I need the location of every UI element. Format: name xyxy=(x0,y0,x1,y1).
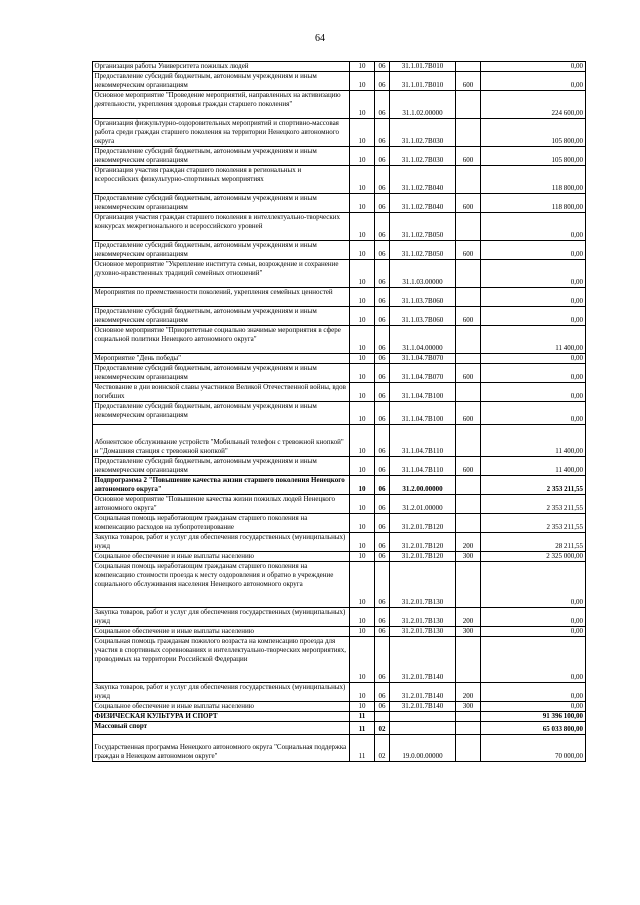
budget-table xyxy=(92,61,586,762)
section-code-cell: 10 xyxy=(350,383,375,402)
amount-cell: 2 325 000,00 xyxy=(481,552,586,562)
item-name-cell: Закупка товаров, работ и услуг для обеспечения государственных (муниципальных) нужд xyxy=(93,608,350,627)
target-article-cell: 31.1.03.7В060 xyxy=(390,288,456,307)
table-row xyxy=(93,62,586,72)
section-code-cell: 10 xyxy=(350,702,375,712)
section-code-cell: 10 xyxy=(350,608,375,627)
amount-cell: 0,00 xyxy=(481,402,586,425)
expense-type-cell xyxy=(456,288,481,307)
item-name-cell: Социальная помощь неработающим гражданам старшего поколения на компенсацию расходов на зубопротезирование xyxy=(93,514,350,533)
section-code-cell: 10 xyxy=(350,495,375,514)
section-code-cell: 10 xyxy=(350,425,375,457)
section-code-cell: 11 xyxy=(350,722,375,735)
item-name-cell: Социальное обеспечение и иные выплаты населению xyxy=(93,627,350,637)
expense-type-cell xyxy=(456,166,481,194)
section-code-cell: 10 xyxy=(350,683,375,702)
target-article-cell: 31.2.01.00000 xyxy=(390,495,456,514)
expense-type-cell xyxy=(456,326,481,354)
subsection-code-cell: 06 xyxy=(375,72,390,91)
expense-type-cell: 200 xyxy=(456,683,481,702)
subsection-code-cell xyxy=(375,712,390,722)
expense-type-cell xyxy=(456,514,481,533)
item-name-cell: ФИЗИЧЕСКАЯ КУЛЬТУРА И СПОРТ xyxy=(93,712,350,722)
section-code-cell: 10 xyxy=(350,627,375,637)
item-name-cell: Предоставление субсидий бюджетным, автономным учреждениям и иным некоммерческим организациям xyxy=(93,457,350,476)
section-code-cell: 10 xyxy=(350,147,375,166)
expense-type-cell xyxy=(456,637,481,683)
table-row xyxy=(93,533,586,552)
table-row xyxy=(93,627,586,637)
amount-cell: 0,00 xyxy=(481,627,586,637)
table-row xyxy=(93,562,586,608)
expense-type-cell xyxy=(456,62,481,72)
subsection-code-cell: 06 xyxy=(375,533,390,552)
subsection-code-cell: 06 xyxy=(375,213,390,241)
item-name-cell: Предоставление субсидий бюджетным, автономным учреждениям и иным некоммерческим организациям xyxy=(93,402,350,425)
expense-type-cell: 600 xyxy=(456,147,481,166)
target-article-cell: 31.2.00.00000 xyxy=(390,476,456,495)
section-code-cell: 10 xyxy=(350,562,375,608)
target-article-cell: 31.1.02.7В030 xyxy=(390,119,456,147)
target-article-cell: 31.1.02.00000 xyxy=(390,91,456,119)
section-code-cell: 10 xyxy=(350,326,375,354)
target-article-cell: 31.1.02.7В050 xyxy=(390,241,456,260)
subsection-code-cell: 06 xyxy=(375,91,390,119)
table-row xyxy=(93,326,586,354)
table-row xyxy=(93,194,586,213)
target-article-cell: 31.1.02.7В030 xyxy=(390,147,456,166)
amount-cell: 2 353 211,55 xyxy=(481,495,586,514)
item-name-cell: Государственная программа Ненецкого автономного округа "Социальная поддержка граждан в Ненецком автономном округе" xyxy=(93,735,350,762)
amount-cell: 105 800,00 xyxy=(481,119,586,147)
section-code-cell: 10 xyxy=(350,260,375,288)
item-name-cell: Социальное обеспечение и иные выплаты населению xyxy=(93,702,350,712)
item-name-cell: Закупка товаров, работ и услуг для обеспечения государственных (муниципальных) нужд xyxy=(93,533,350,552)
expense-type-cell xyxy=(456,735,481,762)
target-article-cell: 31.1.04.7В110 xyxy=(390,457,456,476)
target-article-cell: 31.2.01.7В120 xyxy=(390,514,456,533)
section-code-cell: 10 xyxy=(350,62,375,72)
expense-type-cell xyxy=(456,476,481,495)
target-article-cell: 31.2.01.7В140 xyxy=(390,683,456,702)
section-code-cell: 10 xyxy=(350,119,375,147)
subsection-code-cell: 06 xyxy=(375,476,390,495)
subsection-code-cell: 06 xyxy=(375,457,390,476)
expense-type-cell: 600 xyxy=(456,402,481,425)
amount-cell: 0,00 xyxy=(481,702,586,712)
amount-cell: 0,00 xyxy=(481,683,586,702)
table-row xyxy=(93,354,586,364)
subsection-code-cell: 06 xyxy=(375,402,390,425)
subsection-code-cell: 06 xyxy=(375,288,390,307)
expense-type-cell: 600 xyxy=(456,241,481,260)
table-row xyxy=(93,91,586,119)
target-article-cell: 31.1.04.7В070 xyxy=(390,364,456,383)
section-code-cell: 10 xyxy=(350,514,375,533)
amount-cell: 11 400,00 xyxy=(481,457,586,476)
subsection-code-cell: 06 xyxy=(375,307,390,326)
subsection-code-cell: 06 xyxy=(375,326,390,354)
expense-type-cell xyxy=(456,562,481,608)
amount-cell: 65 033 800,00 xyxy=(481,722,586,735)
target-article-cell: 31.1.02.7В040 xyxy=(390,166,456,194)
subsection-code-cell: 06 xyxy=(375,147,390,166)
section-code-cell: 10 xyxy=(350,552,375,562)
subsection-code-cell: 06 xyxy=(375,683,390,702)
subsection-code-cell: 06 xyxy=(375,194,390,213)
subsection-code-cell: 06 xyxy=(375,364,390,383)
target-article-cell: 31.2.01.7В140 xyxy=(390,637,456,683)
amount-cell: 0,00 xyxy=(481,354,586,364)
amount-cell: 2 353 211,55 xyxy=(481,476,586,495)
expense-type-cell: 600 xyxy=(456,194,481,213)
subsection-code-cell: 06 xyxy=(375,166,390,194)
amount-cell: 105 800,00 xyxy=(481,147,586,166)
item-name-cell: Организация участия граждан старшего поколения в региональных и всероссийских физкультурно-спортивных мероприятиях xyxy=(93,166,350,194)
target-article-cell: 31.1.04.7В100 xyxy=(390,383,456,402)
item-name-cell: Социальное обеспечение и иные выплаты населению xyxy=(93,552,350,562)
section-code-cell: 11 xyxy=(350,712,375,722)
table-row xyxy=(93,683,586,702)
amount-cell: 70 000,00 xyxy=(481,735,586,762)
item-name-cell: Основное мероприятие "Проведение мероприятий, направленных на активизацию деятельности, укрепления здоровья граждан старшего поколения" xyxy=(93,91,350,119)
expense-type-cell: 300 xyxy=(456,627,481,637)
table-row xyxy=(93,608,586,627)
table-row xyxy=(93,119,586,147)
subsection-code-cell: 06 xyxy=(375,354,390,364)
section-code-cell: 11 xyxy=(350,735,375,762)
item-name-cell: Массовый спорт xyxy=(93,722,350,735)
expense-type-cell: 300 xyxy=(456,702,481,712)
target-article-cell: 31.2.01.7В130 xyxy=(390,627,456,637)
target-article-cell: 31.1.02.7В050 xyxy=(390,213,456,241)
target-article-cell: 31.2.01.7В120 xyxy=(390,533,456,552)
item-name-cell: Мероприятие "День победы" xyxy=(93,354,350,364)
section-code-cell: 10 xyxy=(350,194,375,213)
item-name-cell: Предоставление субсидий бюджетным, автономным учреждениям и иным некоммерческим организациям xyxy=(93,241,350,260)
item-name-cell: Организация работы Университета пожилых людей xyxy=(93,62,350,72)
amount-cell: 11 400,00 xyxy=(481,326,586,354)
section-code-cell: 10 xyxy=(350,402,375,425)
subsection-code-cell: 06 xyxy=(375,702,390,712)
target-article-cell: 31.1.02.7В040 xyxy=(390,194,456,213)
subsection-code-cell: 06 xyxy=(375,495,390,514)
expense-type-cell xyxy=(456,91,481,119)
section-code-cell: 10 xyxy=(350,72,375,91)
section-code-cell: 10 xyxy=(350,637,375,683)
expense-type-cell: 200 xyxy=(456,533,481,552)
amount-cell: 118 800,00 xyxy=(481,194,586,213)
table-row xyxy=(93,241,586,260)
target-article-cell: 31.2.01.7В130 xyxy=(390,608,456,627)
subsection-code-cell: 06 xyxy=(375,514,390,533)
amount-cell: 11 400,00 xyxy=(481,425,586,457)
amount-cell: 0,00 xyxy=(481,562,586,608)
amount-cell: 0,00 xyxy=(481,241,586,260)
target-article-cell: 19.0.00.00000 xyxy=(390,735,456,762)
section-code-cell: 10 xyxy=(350,533,375,552)
expense-type-cell xyxy=(456,383,481,402)
expense-type-cell: 600 xyxy=(456,364,481,383)
subsection-code-cell: 02 xyxy=(375,722,390,735)
expense-type-cell xyxy=(456,354,481,364)
target-article-cell: 31.1.04.00000 xyxy=(390,326,456,354)
table-row xyxy=(93,307,586,326)
subsection-code-cell: 06 xyxy=(375,62,390,72)
expense-type-cell xyxy=(456,119,481,147)
table-row xyxy=(93,288,586,307)
item-name-cell: Организация участия граждан старшего поколения в интеллектуально-творческих конкурсах межрегионального и всероссийского уровней xyxy=(93,213,350,241)
section-code-cell: 10 xyxy=(350,241,375,260)
subsection-code-cell: 06 xyxy=(375,241,390,260)
item-name-cell: Предоставление субсидий бюджетным, автономным учреждениям и иным некоммерческим организациям xyxy=(93,194,350,213)
item-name-cell: Подпрограмма 2 "Повышение качества жизни старшего поколения Ненецкого автономного округа" xyxy=(93,476,350,495)
table-row xyxy=(93,552,586,562)
budget-table-body xyxy=(93,62,586,762)
table-row xyxy=(93,637,586,683)
section-code-cell: 10 xyxy=(350,91,375,119)
item-name-cell: Предоставление субсидий бюджетным, автономным учреждениям и иным некоммерческим организациям xyxy=(93,72,350,91)
amount-cell: 0,00 xyxy=(481,288,586,307)
amount-cell: 118 800,00 xyxy=(481,166,586,194)
target-article-cell: 31.1.04.7В110 xyxy=(390,425,456,457)
target-article-cell: 31.2.01.7В120 xyxy=(390,552,456,562)
item-name-cell: Предоставление субсидий бюджетным, автономным учреждениям и иным некоммерческим организациям xyxy=(93,147,350,166)
table-row xyxy=(93,383,586,402)
target-article-cell: 31.1.01.7В010 xyxy=(390,62,456,72)
item-name-cell: Закупка товаров, работ и услуг для обеспечения государственных (муниципальных) нужд xyxy=(93,683,350,702)
item-name-cell: Основное мероприятие "Укрепление института семьи, возрождение и сохранение духовно-нравственных традиций семейных отношений" xyxy=(93,260,350,288)
table-row xyxy=(93,712,586,722)
section-code-cell: 10 xyxy=(350,354,375,364)
table-row xyxy=(93,514,586,533)
table-row xyxy=(93,735,586,762)
table-row xyxy=(93,72,586,91)
item-name-cell: Предоставление субсидий бюджетным, автономным учреждениям и иным некоммерческим организациям xyxy=(93,364,350,383)
item-name-cell: Основное мероприятие "Повышение качества жизни пожилых людей Ненецкого автономного округа" xyxy=(93,495,350,514)
target-article-cell: 31.1.04.7В070 xyxy=(390,354,456,364)
subsection-code-cell: 06 xyxy=(375,425,390,457)
expense-type-cell: 300 xyxy=(456,552,481,562)
expense-type-cell: 600 xyxy=(456,72,481,91)
item-name-cell: Социальная помощь неработающим гражданам старшего поколения на компенсацию стоимости проезда к месту оздоровления и обратно в учреждение социального обслуживания населения Ненецкого автономного округа xyxy=(93,562,350,608)
item-name-cell: Основное мероприятие "Приоритетные социально значимые мероприятия в сфере социальной политики Ненецкого автономного округа" xyxy=(93,326,350,354)
amount-cell: 0,00 xyxy=(481,260,586,288)
section-code-cell: 10 xyxy=(350,457,375,476)
table-row xyxy=(93,722,586,735)
amount-cell: 0,00 xyxy=(481,62,586,72)
table-row xyxy=(93,260,586,288)
table-row xyxy=(93,213,586,241)
target-article-cell: 31.1.03.00000 xyxy=(390,260,456,288)
expense-type-cell xyxy=(456,425,481,457)
section-code-cell: 10 xyxy=(350,476,375,495)
item-name-cell: Чествование в дни воинской славы участников Великой Отечественной войны, вдов погибших xyxy=(93,383,350,402)
subsection-code-cell: 06 xyxy=(375,608,390,627)
amount-cell: 224 600,00 xyxy=(481,91,586,119)
target-article-cell xyxy=(390,722,456,735)
target-article-cell: 31.1.03.7В060 xyxy=(390,307,456,326)
subsection-code-cell: 06 xyxy=(375,562,390,608)
table-row xyxy=(93,364,586,383)
amount-cell: 0,00 xyxy=(481,72,586,91)
item-name-cell: Социальная помощь гражданам пожилого возраста на компенсацию проезда для участия в спортивных соревнованиях и интеллектуально-творческих мероприятиях, проводимых на территории Российской Федерации xyxy=(93,637,350,683)
subsection-code-cell: 02 xyxy=(375,735,390,762)
amount-cell: 0,00 xyxy=(481,383,586,402)
amount-cell: 0,00 xyxy=(481,307,586,326)
subsection-code-cell: 06 xyxy=(375,552,390,562)
table-row xyxy=(93,476,586,495)
item-name-cell: Абонентское обслуживание устройств "Мобильный телефон с тревожной кнопкой" и "Домашняя станция с тревожной кнопкой" xyxy=(93,425,350,457)
amount-cell: 0,00 xyxy=(481,213,586,241)
expense-type-cell: 600 xyxy=(456,307,481,326)
section-code-cell: 10 xyxy=(350,288,375,307)
table-row xyxy=(93,702,586,712)
target-article-cell: 31.2.01.7В130 xyxy=(390,562,456,608)
expense-type-cell: 200 xyxy=(456,608,481,627)
item-name-cell: Мероприятия по преемственности поколений, укрепления семейных ценностей xyxy=(93,288,350,307)
subsection-code-cell: 06 xyxy=(375,637,390,683)
item-name-cell: Организация физкультурно-оздоровительных мероприятий и спортивно-массовая работа среди граждан старшего поколения на территории Ненецкого автономного округа xyxy=(93,119,350,147)
expense-type-cell xyxy=(456,712,481,722)
target-article-cell: 31.2.01.7В140 xyxy=(390,702,456,712)
section-code-cell: 10 xyxy=(350,364,375,383)
table-row xyxy=(93,457,586,476)
section-code-cell: 10 xyxy=(350,213,375,241)
amount-cell: 0,00 xyxy=(481,608,586,627)
expense-type-cell xyxy=(456,260,481,288)
amount-cell: 2 353 211,55 xyxy=(481,514,586,533)
table-row xyxy=(93,147,586,166)
expense-type-cell xyxy=(456,722,481,735)
subsection-code-cell: 06 xyxy=(375,627,390,637)
expense-type-cell xyxy=(456,213,481,241)
subsection-code-cell: 06 xyxy=(375,119,390,147)
target-article-cell: 31.1.01.7В010 xyxy=(390,72,456,91)
table-row xyxy=(93,402,586,425)
table-row xyxy=(93,166,586,194)
amount-cell: 0,00 xyxy=(481,637,586,683)
expense-type-cell: 600 xyxy=(456,457,481,476)
expense-type-cell xyxy=(456,495,481,514)
section-code-cell: 10 xyxy=(350,307,375,326)
target-article-cell xyxy=(390,712,456,722)
amount-cell: 0,00 xyxy=(481,364,586,383)
section-code-cell: 10 xyxy=(350,166,375,194)
page-number: 64 xyxy=(315,33,325,44)
amount-cell: 91 396 100,00 xyxy=(481,712,586,722)
table-row xyxy=(93,495,586,514)
amount-cell: 28 211,55 xyxy=(481,533,586,552)
table-row xyxy=(93,425,586,457)
target-article-cell: 31.1.04.7В100 xyxy=(390,402,456,425)
item-name-cell: Предоставление субсидий бюджетным, автономным учреждениям и иным некоммерческим организациям xyxy=(93,307,350,326)
subsection-code-cell: 06 xyxy=(375,383,390,402)
subsection-code-cell: 06 xyxy=(375,260,390,288)
